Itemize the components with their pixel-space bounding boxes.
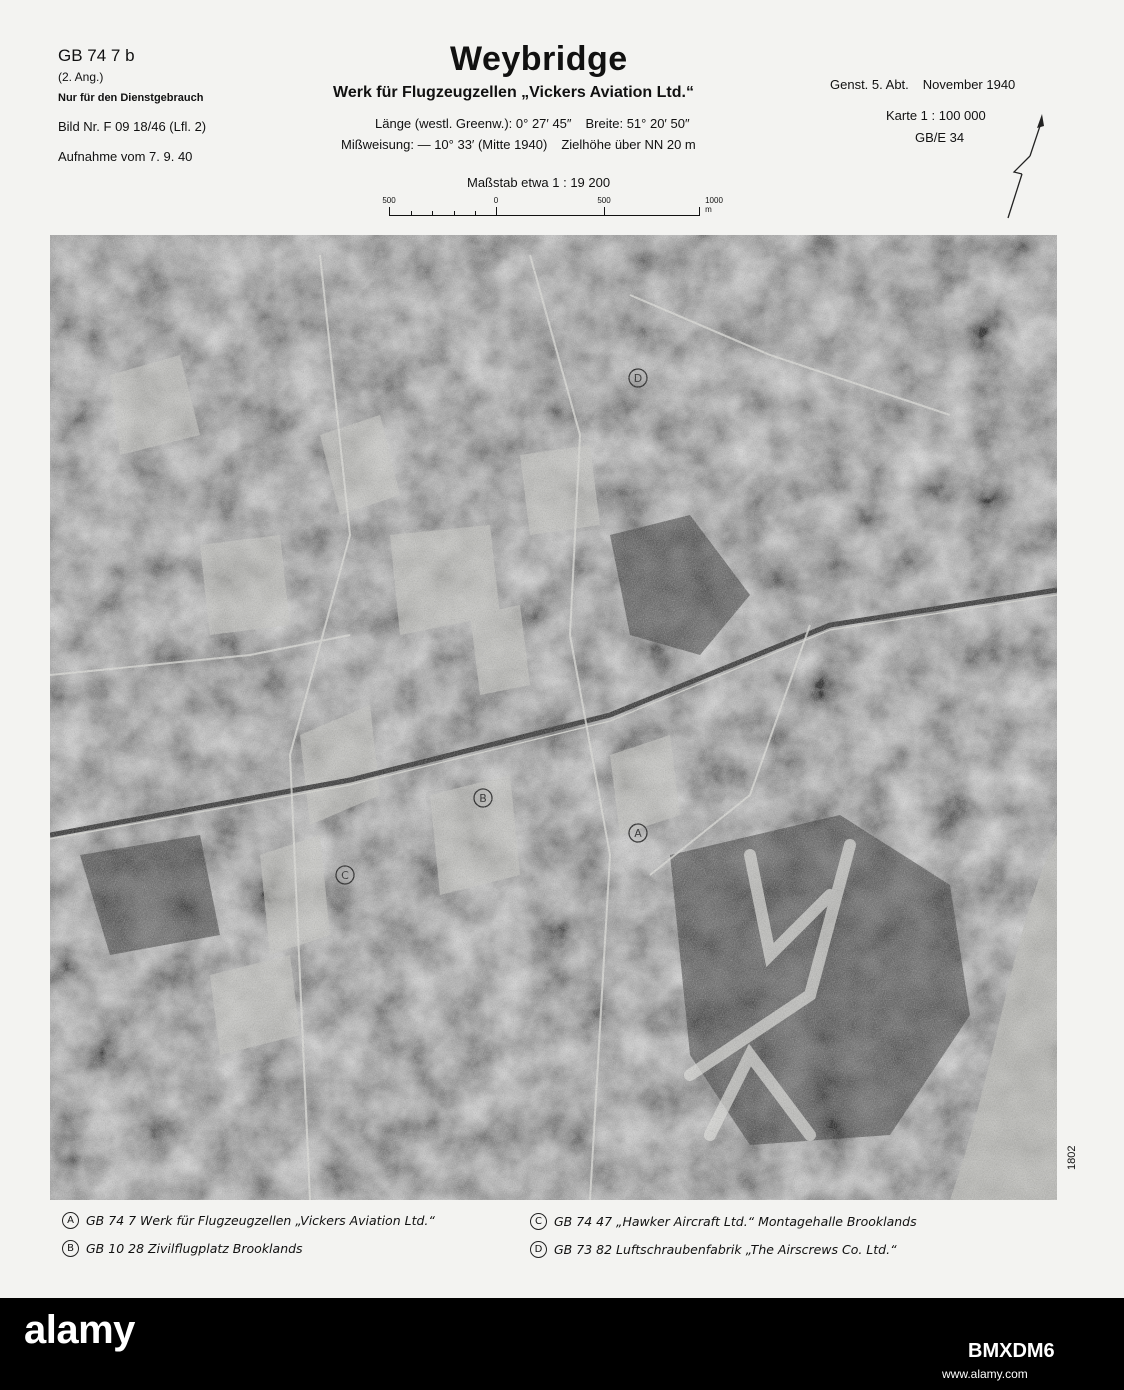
scale-tick-label: 1000 m bbox=[705, 196, 723, 214]
image-number: Bild Nr. F 09 18/46 (Lfl. 2) bbox=[58, 119, 207, 134]
scale-bar bbox=[382, 196, 723, 222]
stock-image-id: BMXDM6 bbox=[968, 1340, 1055, 1362]
legend-item-c bbox=[530, 1213, 917, 1230]
scale-tick-label: 500 bbox=[382, 196, 396, 205]
coordinates-line bbox=[375, 116, 690, 131]
legend-marker-d: D bbox=[530, 1241, 547, 1258]
legend-item-b bbox=[62, 1240, 303, 1257]
scale-tick bbox=[389, 207, 390, 216]
scale-tick bbox=[454, 211, 455, 216]
legend-text-a: GB 74 7 Werk für Flugzeugzellen „Vickers Aviation Ltd.“ bbox=[86, 1213, 435, 1228]
map-title: Weybridge bbox=[450, 40, 628, 78]
longitude: Länge (westl. Greenw.): 0° 27′ 45″ bbox=[375, 116, 572, 131]
alamy-logo: alamy bbox=[24, 1308, 135, 1352]
scale-tick-label: 500 bbox=[597, 196, 611, 205]
stock-url: www.alamy.com bbox=[942, 1367, 1028, 1381]
gbe-ref: GB/E 34 bbox=[915, 130, 965, 145]
scale-tick-label: 0 bbox=[493, 196, 499, 205]
issuer-line bbox=[830, 77, 1015, 92]
map-subtitle: Werk für Flugzeugzellen „Vickers Aviation Ltd.“ bbox=[333, 84, 694, 101]
legend-text-c: GB 74 47 „Hawker Aircraft Ltd.“ Montagehalle Brooklands bbox=[554, 1214, 917, 1229]
issue-date: November 1940 bbox=[922, 77, 1016, 92]
scale-tick bbox=[604, 207, 605, 216]
scale-tick bbox=[411, 211, 412, 216]
issuer: Genst. 5. Abt. bbox=[830, 77, 909, 92]
map-scale-ref: Karte 1 : 100 000 bbox=[886, 108, 986, 123]
legend-text-b: GB 10 28 Zivilflugplatz Brooklands bbox=[86, 1241, 303, 1256]
restriction-note: Nur für den Dienstgebrauch bbox=[58, 92, 204, 104]
latitude: Breite: 51° 20′ 50″ bbox=[585, 116, 690, 131]
sheet-code: GB 74 7 b bbox=[58, 46, 135, 65]
target-elevation: Zielhöhe über NN 20 m bbox=[561, 137, 696, 152]
legend-marker-a: A bbox=[62, 1212, 79, 1229]
declination: Mißweisung: — 10° 33′ (Mitte 1940) bbox=[341, 137, 548, 152]
aerial-photograph bbox=[50, 235, 1057, 1200]
capture-date: Aufnahme vom 7. 9. 40 bbox=[58, 149, 193, 164]
legend-marker-b: B bbox=[62, 1240, 79, 1257]
legend-marker-c: C bbox=[530, 1213, 547, 1230]
scale-tick bbox=[432, 211, 433, 216]
scale-tick bbox=[475, 211, 476, 216]
scale-label: Maßstab etwa 1 : 19 200 bbox=[467, 175, 611, 190]
north-arrow-icon bbox=[1004, 110, 1050, 222]
sheet-number: 1802 bbox=[1066, 1145, 1078, 1170]
scale-tick bbox=[699, 207, 700, 216]
scale-tick bbox=[496, 207, 497, 216]
legend-text-d: GB 73 82 Luftschraubenfabrik „The Airscrews Co. Ltd.“ bbox=[554, 1242, 897, 1257]
declination-line bbox=[341, 137, 696, 152]
legend-item-d bbox=[530, 1241, 897, 1258]
legend-item-a bbox=[62, 1212, 435, 1229]
sheet-edition: (2. Ang.) bbox=[58, 70, 104, 84]
scale-axis bbox=[389, 215, 699, 216]
